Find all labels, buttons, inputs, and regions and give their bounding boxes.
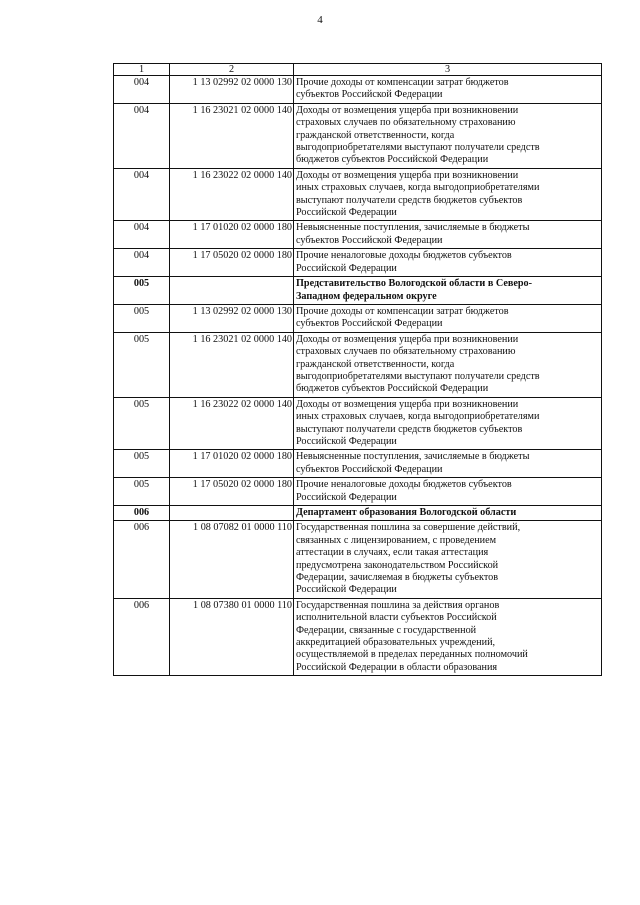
description-line: Государственная пошлина за действия органов [296, 599, 500, 611]
table-row [114, 76, 602, 104]
description-line: Невыясненные поступления, зачисляемые в бюджеты [296, 451, 530, 463]
description-line: Федерации, связанные с государственной [296, 624, 477, 636]
description-line: гражданской ответственности, когда [296, 129, 455, 141]
description-line: Представительство Вологодской области в Северо- [296, 278, 533, 290]
budget-code-cell: 1 17 01020 02 0000 180 [170, 221, 294, 249]
description-line: выступают получатели средств бюджетов субъектов [296, 194, 523, 206]
description-line: иных страховых случаев, когда выгодоприобретателями [296, 182, 540, 194]
description-line: иных страховых случаев, когда выгодоприобретателями [296, 411, 540, 423]
admin-code-cell: 005 [114, 304, 170, 332]
header-col-3: 3 [294, 64, 602, 76]
description-line: связанных с лицензированием, с проведением [296, 534, 497, 546]
admin-code-cell: 004 [114, 221, 170, 249]
description-line: Прочие неналоговые доходы бюджетов субъектов [296, 479, 512, 491]
description-cell [294, 103, 602, 168]
description-line: исполнительной власти субъектов Российской [296, 612, 497, 624]
table-row [114, 598, 602, 675]
table-header-row [114, 64, 602, 76]
description-line: Государственная пошлина за совершение действий, [296, 522, 521, 534]
budget-code-cell: 1 16 23021 02 0000 140 [170, 332, 294, 397]
description-line: Федерации, зачисляемая в бюджеты субъектов [296, 572, 499, 584]
description-line: гражданской ответственности, когда [296, 358, 455, 370]
description-line: Доходы от возмещения ущерба при возникновении [296, 398, 519, 410]
admin-code-cell: 006 [114, 506, 170, 521]
description-line: субъектов Российской Федерации [296, 234, 443, 246]
admin-code-cell: 005 [114, 450, 170, 478]
budget-code-cell [170, 506, 294, 521]
budget-code-cell: 1 17 05020 02 0000 180 [170, 249, 294, 277]
page-number: 4 [317, 14, 323, 26]
description-line: субъектов Российской Федерации [296, 89, 443, 101]
admin-code-cell: 004 [114, 103, 170, 168]
description-line: Российской Федерации в области образования [296, 661, 498, 673]
table-row [114, 450, 602, 478]
budget-code-cell: 1 16 23021 02 0000 140 [170, 103, 294, 168]
description-cell [294, 304, 602, 332]
budget-code-cell: 1 17 01020 02 0000 180 [170, 450, 294, 478]
header-col-1: 1 [114, 64, 170, 76]
description-line: бюджетов субъектов Российской Федерации [296, 383, 489, 395]
description-line: Доходы от возмещения ущерба при возникновении [296, 104, 519, 116]
admin-code-cell: 004 [114, 249, 170, 277]
description-cell [294, 76, 602, 104]
description-line: Российской Федерации [296, 262, 397, 274]
admin-code-cell: 005 [114, 478, 170, 506]
description-cell [294, 506, 602, 521]
description-cell [294, 249, 602, 277]
budget-code-cell: 1 17 05020 02 0000 180 [170, 478, 294, 506]
admin-code-cell: 005 [114, 277, 170, 305]
description-line: выгодоприобретателями выступают получатели средств [296, 370, 540, 382]
description-line: осуществляемой в пределах переданных полномочий [296, 649, 528, 661]
description-line: страховых случаев по обязательному страхованию [296, 346, 516, 358]
description-line: субъектов Российской Федерации [296, 318, 443, 330]
description-cell [294, 598, 602, 675]
description-line: Доходы от возмещения ущерба при возникновении [296, 169, 519, 181]
table-row [114, 168, 602, 221]
description-cell [294, 168, 602, 221]
description-line: выступают получатели средств бюджетов субъектов [296, 423, 523, 435]
description-cell [294, 332, 602, 397]
description-cell [294, 450, 602, 478]
budget-code-cell: 1 16 23022 02 0000 140 [170, 397, 294, 450]
budget-code-cell: 1 08 07082 01 0000 110 [170, 521, 294, 598]
description-line: Невыясненные поступления, зачисляемые в бюджеты [296, 222, 530, 234]
admin-code-cell: 005 [114, 397, 170, 450]
description-line: Прочие неналоговые доходы бюджетов субъектов [296, 250, 512, 262]
budget-code-cell: 1 08 07380 01 0000 110 [170, 598, 294, 675]
description-line: Департамент образования Вологодской области [296, 507, 517, 518]
table-row [114, 249, 602, 277]
table-row [114, 332, 602, 397]
table-row [114, 304, 602, 332]
description-cell [294, 478, 602, 506]
admin-code-cell: 004 [114, 76, 170, 104]
revenue-codes-table [113, 63, 602, 676]
admin-code-cell: 006 [114, 598, 170, 675]
budget-code-cell: 1 13 02992 02 0000 130 [170, 304, 294, 332]
description-line: Российской Федерации [296, 584, 397, 596]
description-cell [294, 277, 602, 305]
description-line: Прочие доходы от компенсации затрат бюджетов [296, 305, 509, 317]
description-cell [294, 221, 602, 249]
budget-code-cell [170, 277, 294, 305]
description-line: бюджетов субъектов Российской Федерации [296, 154, 489, 166]
description-line: Прочие доходы от компенсации затрат бюджетов [296, 77, 509, 88]
description-line: страховых случаев по обязательному страхованию [296, 117, 516, 129]
description-line: Западном федеральном округе [296, 290, 437, 302]
description-cell [294, 397, 602, 450]
admin-code-cell: 005 [114, 332, 170, 397]
description-line: выгодоприобретателями выступают получатели средств [296, 142, 540, 154]
header-col-2: 2 [170, 64, 294, 76]
table-row [114, 521, 602, 598]
description-line: предусмотрена законодательством Российской [296, 559, 499, 571]
description-line: аккредитацией образовательных учреждений, [296, 637, 496, 649]
table-row [114, 103, 602, 168]
table-row [114, 397, 602, 450]
description-line: Российской Федерации [296, 207, 397, 219]
description-cell [294, 521, 602, 598]
table-row [114, 221, 602, 249]
description-line: аттестации в случаях, если такая аттестация [296, 547, 489, 559]
budget-code-cell: 1 13 02992 02 0000 130 [170, 76, 294, 104]
description-line: Российской Федерации [296, 491, 397, 503]
admin-code-cell: 006 [114, 521, 170, 598]
section-row [114, 277, 602, 305]
description-line: субъектов Российской Федерации [296, 463, 443, 475]
description-line: Доходы от возмещения ущерба при возникновении [296, 333, 519, 345]
description-line: Российской Федерации [296, 435, 397, 447]
section-row [114, 506, 602, 521]
admin-code-cell: 004 [114, 168, 170, 221]
table-row [114, 478, 602, 506]
budget-code-cell: 1 16 23022 02 0000 140 [170, 168, 294, 221]
